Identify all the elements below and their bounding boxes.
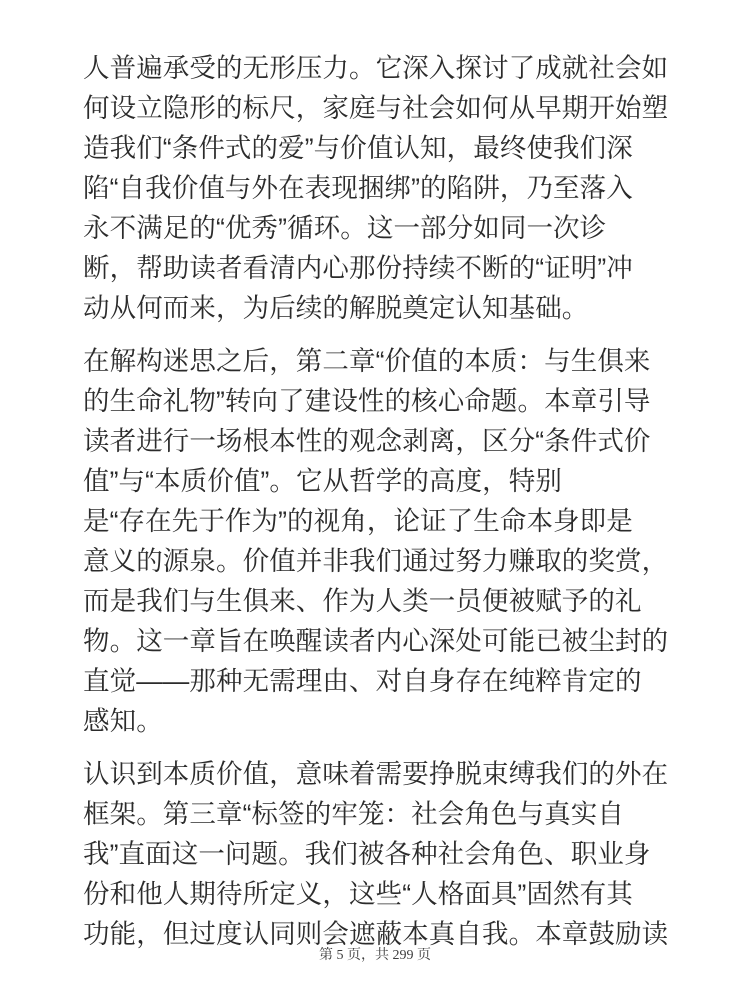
text-line: 人普遍承受的无形压力。它深入探讨了成就社会如 bbox=[83, 53, 669, 83]
text-line: 永不满足的“优秀”循环。这一部分如同一次诊 bbox=[83, 213, 607, 243]
paragraph bbox=[83, 341, 675, 741]
text-line: 值”与“本质价值”。它从哲学的高度，特别 bbox=[83, 466, 562, 496]
text-line: 意义的源泉。价值并非我们通过努力赚取的奖赏， bbox=[83, 546, 669, 576]
text-line: 框架。第三章“标签的牢笼：社会角色与真实自 bbox=[83, 799, 624, 829]
paragraph bbox=[83, 48, 675, 328]
text-line: 我”直面这一问题。我们被各种社会角色、职业身 bbox=[83, 839, 651, 869]
page-number-indicator: 第 5 页，共 299 页 bbox=[319, 948, 431, 963]
text-line: 在解构迷思之后，第二章“价值的本质：与生俱来 bbox=[83, 346, 651, 376]
paragraph bbox=[83, 754, 675, 954]
text-line: 是“存在先于作为”的视角，论证了生命本身即是 bbox=[83, 506, 633, 536]
text-line: 何设立隐形的标尺，家庭与社会如何从早期开始塑 bbox=[83, 93, 669, 123]
text-line: 而是我们与生俱来、作为人类一员便被赋予的礼 bbox=[83, 586, 642, 616]
text-line: 断，帮助读者看清内心那份持续不断的“证明”冲 bbox=[83, 253, 633, 283]
text-line: 功能，但过度认同则会遮蔽本真自我。本章鼓励读 bbox=[83, 919, 669, 949]
text-line: 读者进行一场根本性的观念剥离，区分“条件式价 bbox=[83, 426, 651, 456]
text-line: 陷“自我价值与外在表现捆绑”的陷阱，乃至落入 bbox=[83, 173, 633, 203]
text-line: 感知。 bbox=[83, 706, 163, 736]
text-line: 直觉——那种无需理由、对自身存在纯粹肯定的 bbox=[83, 666, 642, 696]
text-line: 的生命礼物”转向了建设性的核心命题。本章引导 bbox=[83, 386, 651, 416]
text-line: 物。这一章旨在唤醒读者内心深处可能已被尘封的 bbox=[83, 626, 669, 656]
text-line: 认识到本质价值，意味着需要挣脱束缚我们的外在 bbox=[83, 759, 669, 789]
text-line: 份和他人期待所定义，这些“人格面具”固然有其 bbox=[83, 879, 633, 909]
text-line: 动从何而来，为后续的解脱奠定认知基础。 bbox=[83, 293, 589, 323]
document-text bbox=[83, 48, 675, 967]
text-line: 造我们“条件式的爱”与价值认知，最终使我们深 bbox=[83, 133, 633, 163]
